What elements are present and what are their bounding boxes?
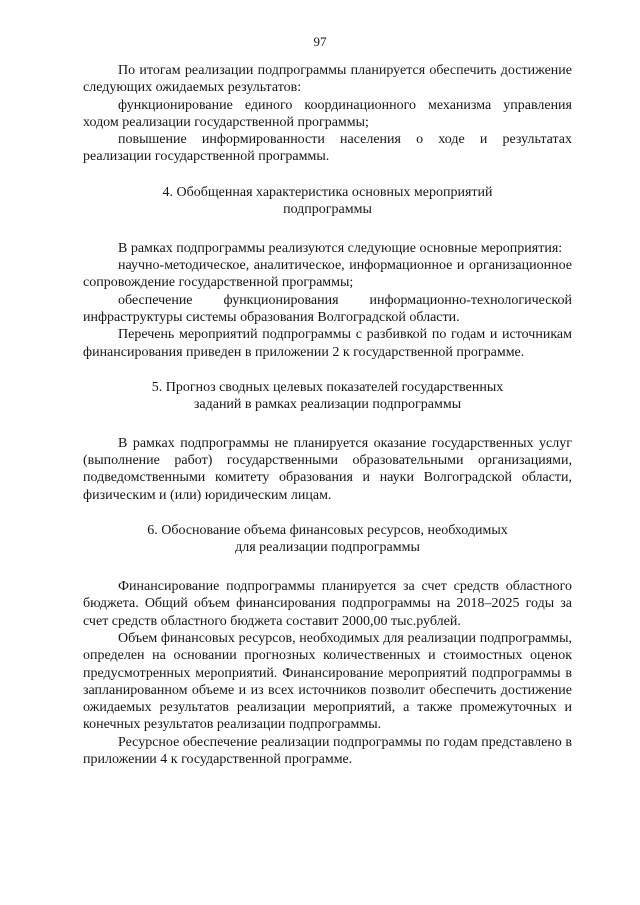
paragraph-state-services: В рамках подпрограммы не планируется оказание государственных услуг (выполнение работ) государственными образовательными организациями, подведомственными комитету образования и науки Волгоградской области, физическим и (или) юридическим лицам.: [83, 435, 572, 503]
paragraph-main-activities: В рамках подпрограммы реализуются следующие основные мероприятия:: [118, 240, 563, 256]
section-heading-5: [83, 379, 572, 413]
paragraph-activities-list: Перечень мероприятий подпрограммы с разбивкой по годам и источникам финансирования приведен в приложении 2 к государственной программе.: [83, 327, 572, 360]
section-heading-6-line1: 6. Обоснование объема финансовых ресурсов, необходимых: [147, 523, 508, 539]
section-heading-4: [83, 184, 572, 218]
paragraph-financing: Финансирование подпрограммы планируется за счет средств областного бюджета. Общий объем финансирования подпрограммы на 2018–2025 годы за счет средств областного бюджета составит 2000,00 тыс.рублей.: [83, 579, 572, 629]
paragraph-coordination-mechanism: функционирование единого координационного механизма управления ходом реализации государственной программы;: [83, 97, 572, 130]
section-heading-4-line1: 4. Обобщенная характеристика основных мероприятий: [162, 184, 493, 200]
section-heading-4-line2: подпрограммы: [283, 201, 372, 217]
paragraph-resource-provision: Ресурсное обеспечение реализации подпрограммы по годам представлено в приложении 4 к государственной программе.: [83, 734, 572, 768]
paragraph-methodical-support: научно-методическое, аналитическое, информационное и организационное сопровождение государственной программы;: [83, 258, 572, 291]
paragraph-financial-resources: Объем финансовых ресурсов, необходимых для реализации подпрограммы, определен на основании прогнозных количественных и стоимостных оценок предусмотренных мероприятий. Финансирование мероприятий подпрограммы в запланированном объеме и из всех источников позволит обеспечить достижение ожидаемых результатов реализации мероприятий, а также промежуточных и конечных результатов реализации подпрограммы.: [83, 630, 572, 733]
paragraph-expected-results: По итогам реализации подпрограммы планируется обеспечить достижение следующих ожидаемых результатов:: [83, 63, 572, 96]
document-body: [83, 62, 572, 768]
section-heading-6-line2: для реализации подпрограммы: [235, 540, 420, 556]
page-number: 97: [313, 34, 327, 49]
paragraph-public-awareness: повышение информированности населения о ходе и результатах реализации государственной программы.: [83, 132, 572, 165]
section-heading-6: [83, 522, 572, 556]
paragraph-it-infrastructure: обеспечение функционирования информационно-технологической инфраструктуры системы образования Волгоградской области.: [83, 292, 572, 325]
section-heading-5-line1: 5. Прогноз сводных целевых показателей государственных: [151, 379, 504, 395]
section-heading-5-line2: заданий в рамках реализации подпрограммы: [193, 396, 462, 412]
